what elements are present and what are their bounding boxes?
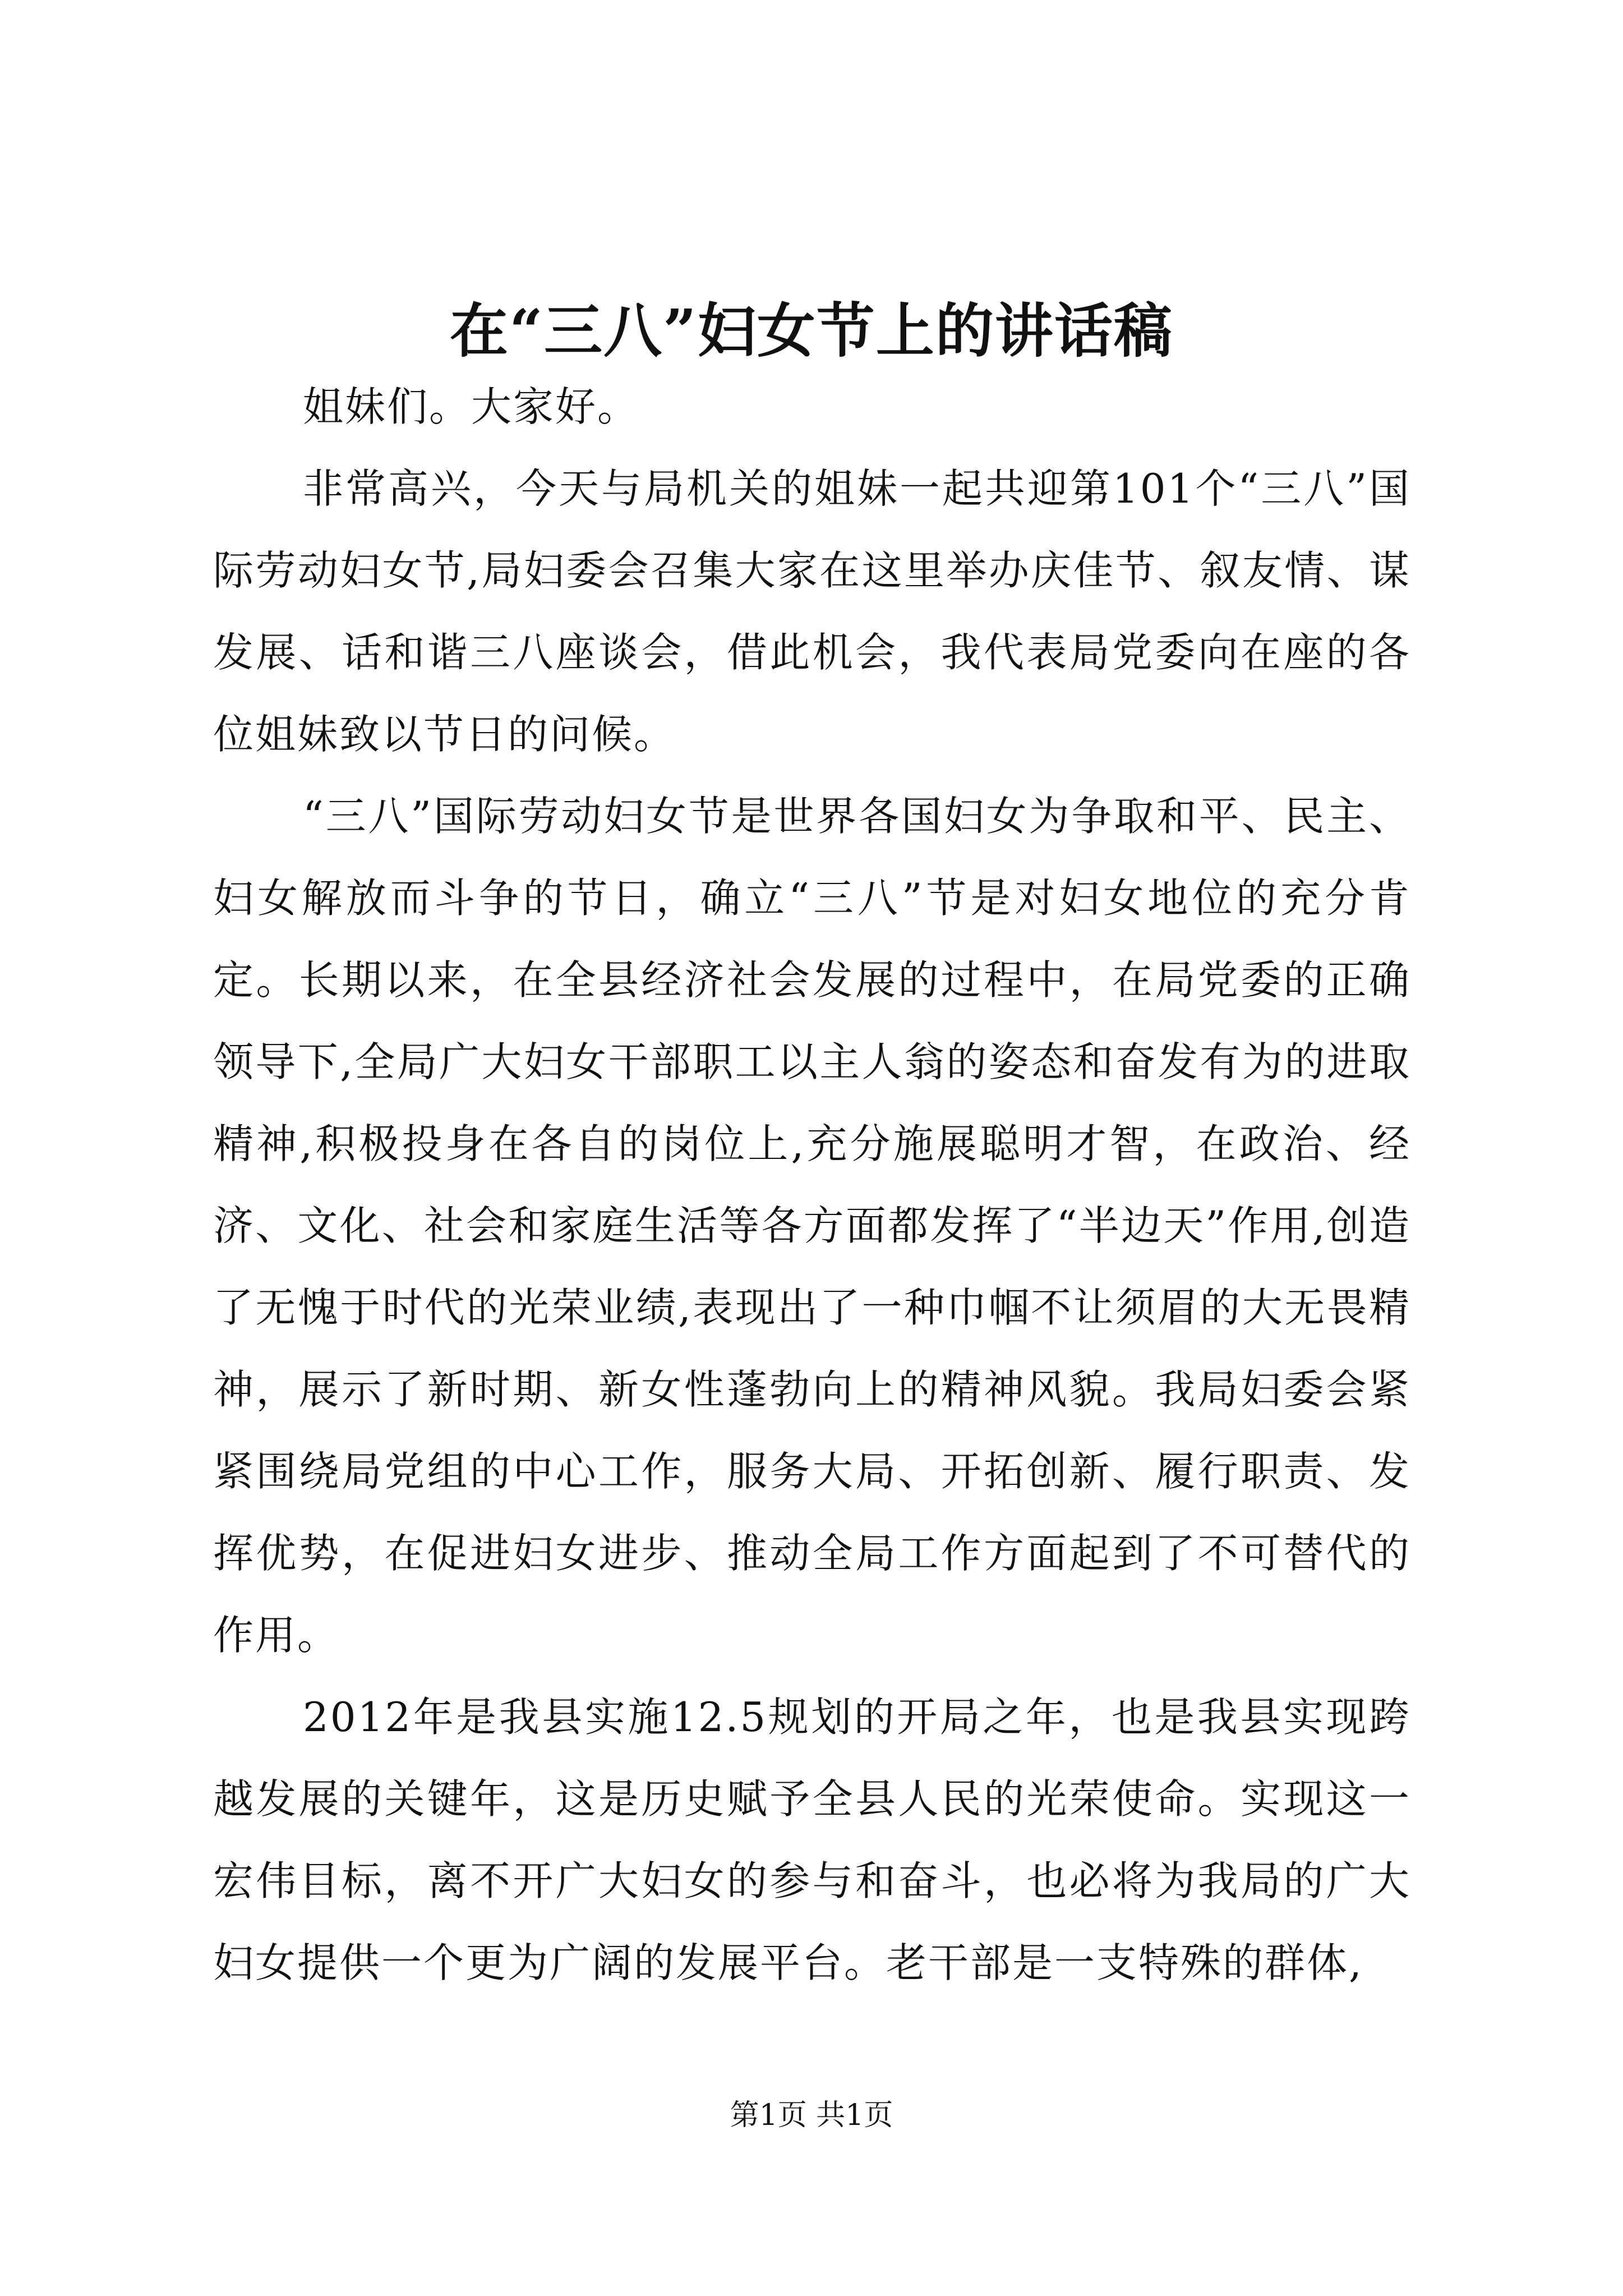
page-number-footer: 第1页 共1页 xyxy=(730,2099,893,2132)
paragraph-womens-day: “三八”国际劳动妇女节是世界各国妇女为争取和平、民主、妇女解放而斗争的节日，确立“三八”节是对妇女地位的充分肯定。长期以来，在全县经济社会发展的过程中，在局党委的正确领导下,全局广大妇女干部职工以主人翁的姿态和奋发有为的进取精神,积极投身在各自的岗位上,充分施展聪明才智，在政治、经济、文化、社会和家庭生活等各方面都发挥了“半边天”作用,创造了无愧于时代的光荣业绩,表现出了一种巾帼不让须眉的大无畏精神，展示了新时期、新女性蓬勃向上的精神风貌。我局妇委会紧紧围绕局党组的中心工作，服务大局、开拓创新、履行职责、发挥优势，在促进妇女进步、推动全局工作方面起到了不可替代的作用。 xyxy=(213,793,1411,1659)
document-body xyxy=(213,366,1411,2004)
paragraph-greeting: 姐妹们。大家好。 xyxy=(303,383,640,430)
paragraph-2012: 2012年是我县实施12.5规划的开局之年，也是我县实现跨越发展的关键年，这是历史赋予全县人民的光荣使命。实现这一宏伟目标，离不开广大妇女的参与和奋斗，也必将为我局的广大妇女提供一个更为广阔的发展平台。老干部是一支特殊的群体, xyxy=(213,1694,1411,1986)
page-title: 在“三八”妇女节上的讲话稿 xyxy=(450,296,1173,365)
paragraph-opening: 非常高兴，今天与局机关的姐妹一起共迎第101个“三八”国际劳动妇女节,局妇委会召集大家在这里举办庆佳节、叙友情、谋发展、话和谐三八座谈会，借此机会，我代表局党委向在座的各位姐妹致以节日的问候。 xyxy=(213,465,1411,758)
